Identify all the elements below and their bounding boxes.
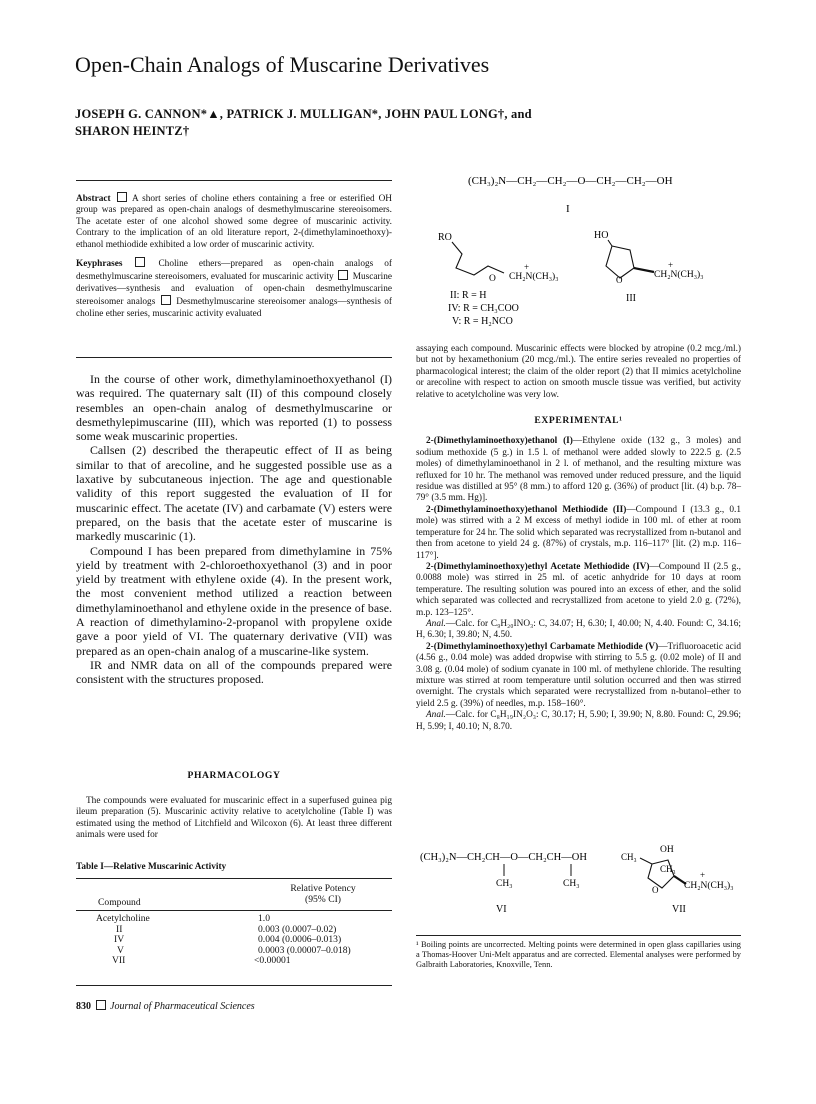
tetrahydrofuran-ring <box>606 246 634 278</box>
chain-bond <box>452 242 504 275</box>
wedge-bond <box>634 268 654 272</box>
table-cell-compound: VII <box>112 955 126 966</box>
footnote: ¹ Boiling points are uncorrected. Melting points were determined in open glass capillaries using a Thomas-Hoover Uni-Melt apparatus and are corrected. Elemental analyses were performed by Galbraith Laboratories, Knoxville, Tenn. <box>416 940 741 969</box>
author-line: JOSEPH G. CANNON*▲, PATRICK J. MULLIGAN*, JOHN PAUL LONG†, and <box>75 107 532 121</box>
keyphrase: Muscarine derivatives—synthesis and evaluation of open-chain desmethylmuscarine stereoisomer analogs <box>76 272 393 308</box>
keyphrases-label: Keyphrases <box>76 259 123 270</box>
body-paragraph: Callsen (2) described the therapeutic effect of II as being similar to that of arecoline, and he suggested possible use as a laxative by subcutaneous injection. The age and questionable validity of this report suggested the evaluation of II for muscarinic effect. The acetate (IV) and carbamate (V) esters were prepared, on the basis that the acetate ester of muscarine is markedly muscarinic (1). <box>76 443 392 544</box>
table-cell-compound: Acetylcholine <box>96 913 150 924</box>
table-cell-potency: 0.004 (0.0006–0.013) <box>258 934 342 945</box>
article-title: Open-Chain Analogs of Muscarine Derivatives <box>75 52 490 77</box>
table-header-line: Relative Potency <box>290 883 356 894</box>
procedure-text: —Compound II (2.5 g., 0.0088 mole) was stirred in 25 ml. of acetic anhydride for 10 days at room temperature. The resulting solution was poured into an excess of ether, and the solid which separated was collected and recrystallized from acetone to yield 2.0 g. (72%), m.p. 123–125°. <box>416 561 741 618</box>
body-paragraph: Compound I has been prepared from dimethylamine in 75% yield by treatment with 2-chloroethoxyethanol (3) and in poor yield by treatment with ethylene oxide (4). In the present work, the most convenient method utilized a reaction between dimethylaminoethanol and ethylene oxide in the presence of base. A reaction of dimethylamino-2-propanol with propylene oxide gave a poor yield of VI. The quaternary derivative (VII) was prepared as an open-chain analog of a muscarine-like system. <box>76 543 392 658</box>
abstract-bottom-rule <box>76 357 392 358</box>
ether-oxygen: O <box>489 274 496 284</box>
table-bottom-rule <box>76 985 392 986</box>
compound-name: 2-(Dimethylaminoethoxy)ethyl Acetate Methiodide (IV) <box>426 561 650 572</box>
table-cell-potency: 0.0003 (0.00007–0.018) <box>258 944 351 956</box>
plus-charge: + <box>700 870 706 880</box>
box-bullet-icon <box>135 257 145 267</box>
structure-vii-label: VII <box>672 904 686 915</box>
pharmacology-text: The compounds were evaluated for muscarinic effect in a superfused guinea pig ileum preparation (5). Muscarinic activity relative to acetylcholine (Table I) was estimated using the method of Litchfield and Wilcoxon (6). At least three different animals were used for <box>76 796 392 841</box>
pharmacology-block <box>76 796 392 842</box>
structures-vi-vii <box>416 836 746 928</box>
procedure-text: —Trifluoroacetic acid (4.56 g., 0.04 mole) was added dropwise with stirring to 5.5 g. (0.02 mole) of II and 3.08 g. (0.04 mole) of sodium cyanate in 100 ml. of methylene chloride. The resulting mixture was stirred at room temperature until solution occurred and then was stirred overnight. The crystals which separated were recrystallized from n-butanol–ether to yield 2.5 g. (39%) of needles, m.p. 158–160°. <box>416 641 741 709</box>
table-title <box>76 862 226 872</box>
table-cell-potency: 0.003 (0.0007–0.02) <box>258 923 337 935</box>
quaternary-group: CH₂N(CH₃)₃ <box>509 272 559 282</box>
box-bullet-icon <box>117 192 127 202</box>
ro-group: RO <box>438 232 452 243</box>
box-bullet-icon <box>96 1000 106 1010</box>
box-bullet-icon <box>161 295 171 305</box>
structure-iii-label: III <box>626 293 636 304</box>
footnote-rule <box>416 935 741 936</box>
table-cell-potency: 1.0 <box>258 913 270 924</box>
compound-name: 2-(Dimethylaminoethoxy)ethyl Carbamate Methiodide (V) <box>426 641 659 652</box>
structure-i-label: I <box>566 203 570 215</box>
analysis-paragraph <box>416 710 741 733</box>
experimental-heading: EXPERIMENTAL¹ <box>534 415 623 427</box>
table-top-rule <box>76 878 392 879</box>
journal-name: Journal of Pharmaceutical Sciences <box>110 1001 255 1012</box>
table-cell-compound: V <box>117 944 124 956</box>
procedure-text: —Ethylene oxide (132 g., 3 moles) and sodium methoxide (5 g.) in 1.5 l. of methanol were added slowly to 222.5 g. (2.5 moles) of dimethylaminoethanol in 2 l. of methanol, and the resulting mixture was refluxed for 10 hr. The methanol was removed under reduced pressure, and the liquid residue was distilled at 95° (8 mm.) to afford 120 g. (36%) of product [lit. (4) b.p. 78–79° (3.5 mm. Hg)]. <box>416 436 741 504</box>
experimental-paragraph <box>416 505 741 562</box>
compound-name: 2-(Dimethylaminoethoxy)ethanol (I) <box>426 436 573 447</box>
abstract-block <box>76 192 392 326</box>
table-cell-compound: IV <box>114 934 125 945</box>
pharmacology-heading: PHARMACOLOGY <box>187 770 281 781</box>
table-header-rule <box>76 910 392 911</box>
structure-i-formula: (CH₃)₂N—CH₂—CH₂—O—CH₂—CH₂—OH <box>468 175 673 187</box>
methyl-group: CH₃ <box>496 879 513 889</box>
plus-charge: + <box>668 260 674 270</box>
page-footer <box>76 1000 255 1012</box>
keyphrase: Desmethylmuscarine stereoisomer analogs—synthesis of choline ether series, muscarinic activity evaluated <box>76 297 392 319</box>
r-definition: IV: R = CH₃COO <box>448 303 519 314</box>
table-cell-potency: <0.00001 <box>254 955 291 966</box>
methyl-group: CH₃ <box>621 852 637 862</box>
author-line: SHARON HEINTZ† <box>75 124 190 138</box>
hydroxy-group: HO <box>594 230 609 241</box>
analysis-label: Anal. <box>426 710 446 721</box>
body-paragraph: assaying each compound. Muscarinic effects were blocked by atropine (0.2 mcg./ml.) but not by hexamethonium (20 mcg./ml.). The entire series revealed no properties of pharmacological interest; the claim of the older report (2) that II mimics acetylcholine or arecoline with respect to action on smooth muscle tissue was verified, but activity relative to acetylcholine was very low. <box>416 344 741 400</box>
body-paragraph: IR and NMR data on all of the compounds prepared were consistent with the structures proposed. <box>76 657 392 687</box>
ring-oxygen: O <box>616 275 623 285</box>
structure-vi-formula: (CH₃)₂N—CH₂CH—O—CH₂CH—OH <box>420 852 587 863</box>
r-definition: V: R = H₂NCO <box>452 316 513 327</box>
compound-name: 2-(Dimethylaminoethoxy)ethanol Methiodide (II) <box>426 504 627 515</box>
abstract-paragraph <box>76 192 392 251</box>
author-list <box>75 106 675 140</box>
table-header-line: (95% CI) <box>305 894 341 905</box>
box-bullet-icon <box>338 270 348 280</box>
table-row <box>76 956 392 967</box>
table-row <box>76 935 392 946</box>
experimental-paragraph <box>416 436 741 504</box>
abstract-text: A short series of choline ethers containing a free or esterified OH group was prepared as open-chain analogs of desmethylmuscarine stereoisomers. The acetate ester of one alcohol showed some degree of muscarinic activity. Contrary to the implication of an old literature report, 2-(dimethylaminoethoxy)-ethanol methiodide exhibited a low order of muscarinic activity. <box>76 194 393 250</box>
abstract-top-rule <box>76 180 392 181</box>
table-row <box>76 914 392 925</box>
procedure-text: —Compound I (13.3 g., 0.1 mole) was stirred with a 2 M excess of methyl iodide in 100 ml. of ether at room temperature for 24 hr. The solid which separated was recrystallized from n-butanol and then from acetone to yield 24 g. (87%) of crystals, m.p. 116–117° [lit. (2) m.p. 116–117°]. <box>416 504 741 561</box>
ring-oxygen: O <box>652 885 659 895</box>
methyl-group: CH₃ <box>563 879 580 889</box>
table-cell-compound: II <box>116 923 123 935</box>
plus-charge: + <box>524 262 530 272</box>
r-definition: II: R = H <box>450 290 487 301</box>
methyl-group: CH₃ <box>660 864 676 874</box>
page-number: 830 <box>76 1001 91 1012</box>
keyphrase: Choline ethers—prepared as open-chain analogs of desmethylmuscarine stereoisomers, evaluated for muscarinic activity <box>76 259 392 283</box>
hydroxy-group: OH <box>660 845 674 855</box>
table-body <box>76 914 392 967</box>
analysis-text: —Calc. for C₈H₁₉IN₂O₃: C, 30.17; H, 5.90; I, 39.90; N, 8.80. Found: C, 29.96; H, 5.99; I, 40.10; N, 8.70. <box>416 710 741 732</box>
methyl-bond <box>640 858 652 864</box>
keyphrases-paragraph <box>76 257 392 320</box>
structures-i-to-v <box>416 168 746 340</box>
structure-vi-label: VI <box>496 904 507 915</box>
body-paragraph: In the course of other work, dimethylaminoethoxyethanol (I) was required. The quaternary salt (II) of this compound closely resembles an open-chain analog of desmethylmuscarine or desmethylepimuscarine (III), which was reported (1) to possess some weak muscarinic properties. <box>76 372 392 444</box>
body-left-column <box>76 372 392 687</box>
table-header-potency <box>258 883 388 905</box>
experimental-paragraph <box>416 562 741 619</box>
quaternary-group: CH₂N(CH₃)₃ <box>654 270 704 280</box>
abstract-label: Abstract <box>76 194 111 204</box>
table-title-text: Table I—Relative Muscarinic Activity <box>76 862 227 872</box>
oh-bond <box>608 240 612 246</box>
analysis-label: Anal. <box>426 618 446 629</box>
analysis-text: —Calc. for C₉H₂₀INO₃: C, 34.07; H, 6.30; I, 40.00; N, 4.40. Found: C, 34.16; H, 6.30; I, 39.80; N, 4.50. <box>416 618 741 641</box>
body-right-column <box>416 344 741 733</box>
quaternary-group: CH₂N(CH₃)₃ <box>684 881 734 891</box>
experimental-paragraph <box>416 642 741 710</box>
analysis-paragraph <box>416 619 741 642</box>
table-header-compound: Compound <box>98 897 141 908</box>
